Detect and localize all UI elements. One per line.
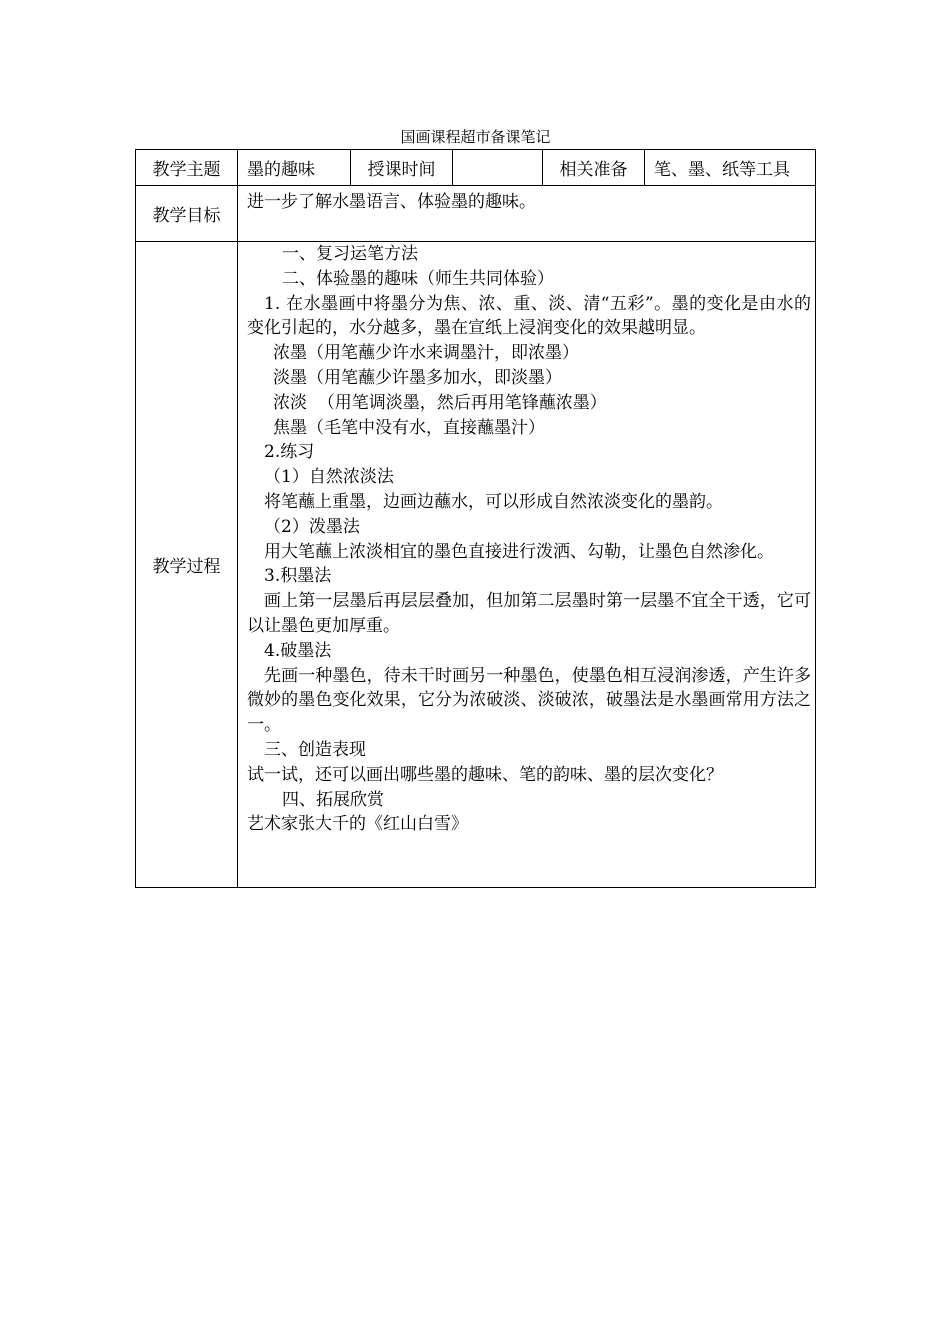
document-title: 国画课程超市备课笔记	[400, 128, 551, 146]
goal-row	[136, 186, 816, 242]
goal-label: 教学目标	[136, 186, 238, 242]
process-row	[136, 242, 816, 888]
process-label: 教学过程	[136, 242, 238, 888]
ink-thick-light: 浓淡 （用笔调淡墨，然后再用笔锋蘸浓墨）	[273, 392, 607, 413]
create-prompt: 试一试，还可以画出哪些墨的趣味、笔的韵味、墨的层次变化？	[247, 764, 723, 785]
theme-label: 教学主题	[136, 150, 238, 186]
broken-ink-heading: 4.破墨法	[264, 640, 332, 661]
ink-thick: 浓墨（用笔蘸少许水来调墨汁，即浓墨）	[273, 343, 579, 364]
section-create: 三、创造表现	[264, 739, 366, 760]
ink-light: 淡墨（用笔蘸少许墨多加水，即淡墨）	[273, 367, 562, 388]
section-appreciation: 四、拓展欣赏	[282, 789, 384, 810]
header-row	[136, 150, 816, 186]
lesson-plan-table	[135, 149, 816, 888]
time-label: 授课时间	[351, 150, 453, 186]
theme-value: 墨的趣味	[238, 150, 351, 186]
time-value	[453, 150, 543, 186]
section-experience: 二、体验墨的趣味（师生共同体验）	[282, 268, 554, 289]
layered-ink-text: 画上第一层墨后再层层叠加，但加第二层墨时第一层墨不宜全干透，它可以让墨色更加厚重。	[247, 591, 811, 636]
prep-value: 笔、墨、纸等工具	[645, 150, 816, 186]
ink-burnt: 焦墨（毛笔中没有水，直接蘸墨汁）	[273, 417, 545, 438]
appreciation-artwork: 艺术家张大千的《红山白雪》	[247, 814, 468, 835]
broken-ink-text: 先画一种墨色，待未干时画另一种墨色，使墨色相互浸润渗透，产生许多微妙的墨色变化效果，它分为浓破淡、淡破浓，破墨法是水墨画常用方法之一。	[247, 665, 811, 736]
section-review: 一、复习运笔方法	[282, 244, 418, 264]
layered-ink-heading: 3.积墨法	[264, 566, 332, 587]
natural-shading-heading: （1）自然浓淡法	[264, 467, 394, 488]
goal-value: 进一步了解水墨语言、体验墨的趣味。	[238, 186, 816, 242]
prep-label: 相关准备	[543, 150, 645, 186]
natural-shading-text: 将笔蘸上重墨，边画边蘸水，可以形成自然浓淡变化的墨韵。	[264, 491, 723, 512]
splash-ink-text: 用大笔蘸上浓淡相宜的墨色直接进行泼洒、勾勒，让墨色自然渗化。	[264, 541, 774, 562]
practice-heading: 2.练习	[264, 442, 315, 463]
splash-ink-heading: （2）泼墨法	[264, 516, 360, 537]
ink-five-colors-paragraph: 1. 在水墨画中将墨分为焦、浓、重、淡、清“五彩”。墨的变化是由水的变化引起的，水分越多，墨在宣纸上浸润变化的效果越明显。	[247, 293, 811, 339]
process-content	[238, 242, 816, 888]
